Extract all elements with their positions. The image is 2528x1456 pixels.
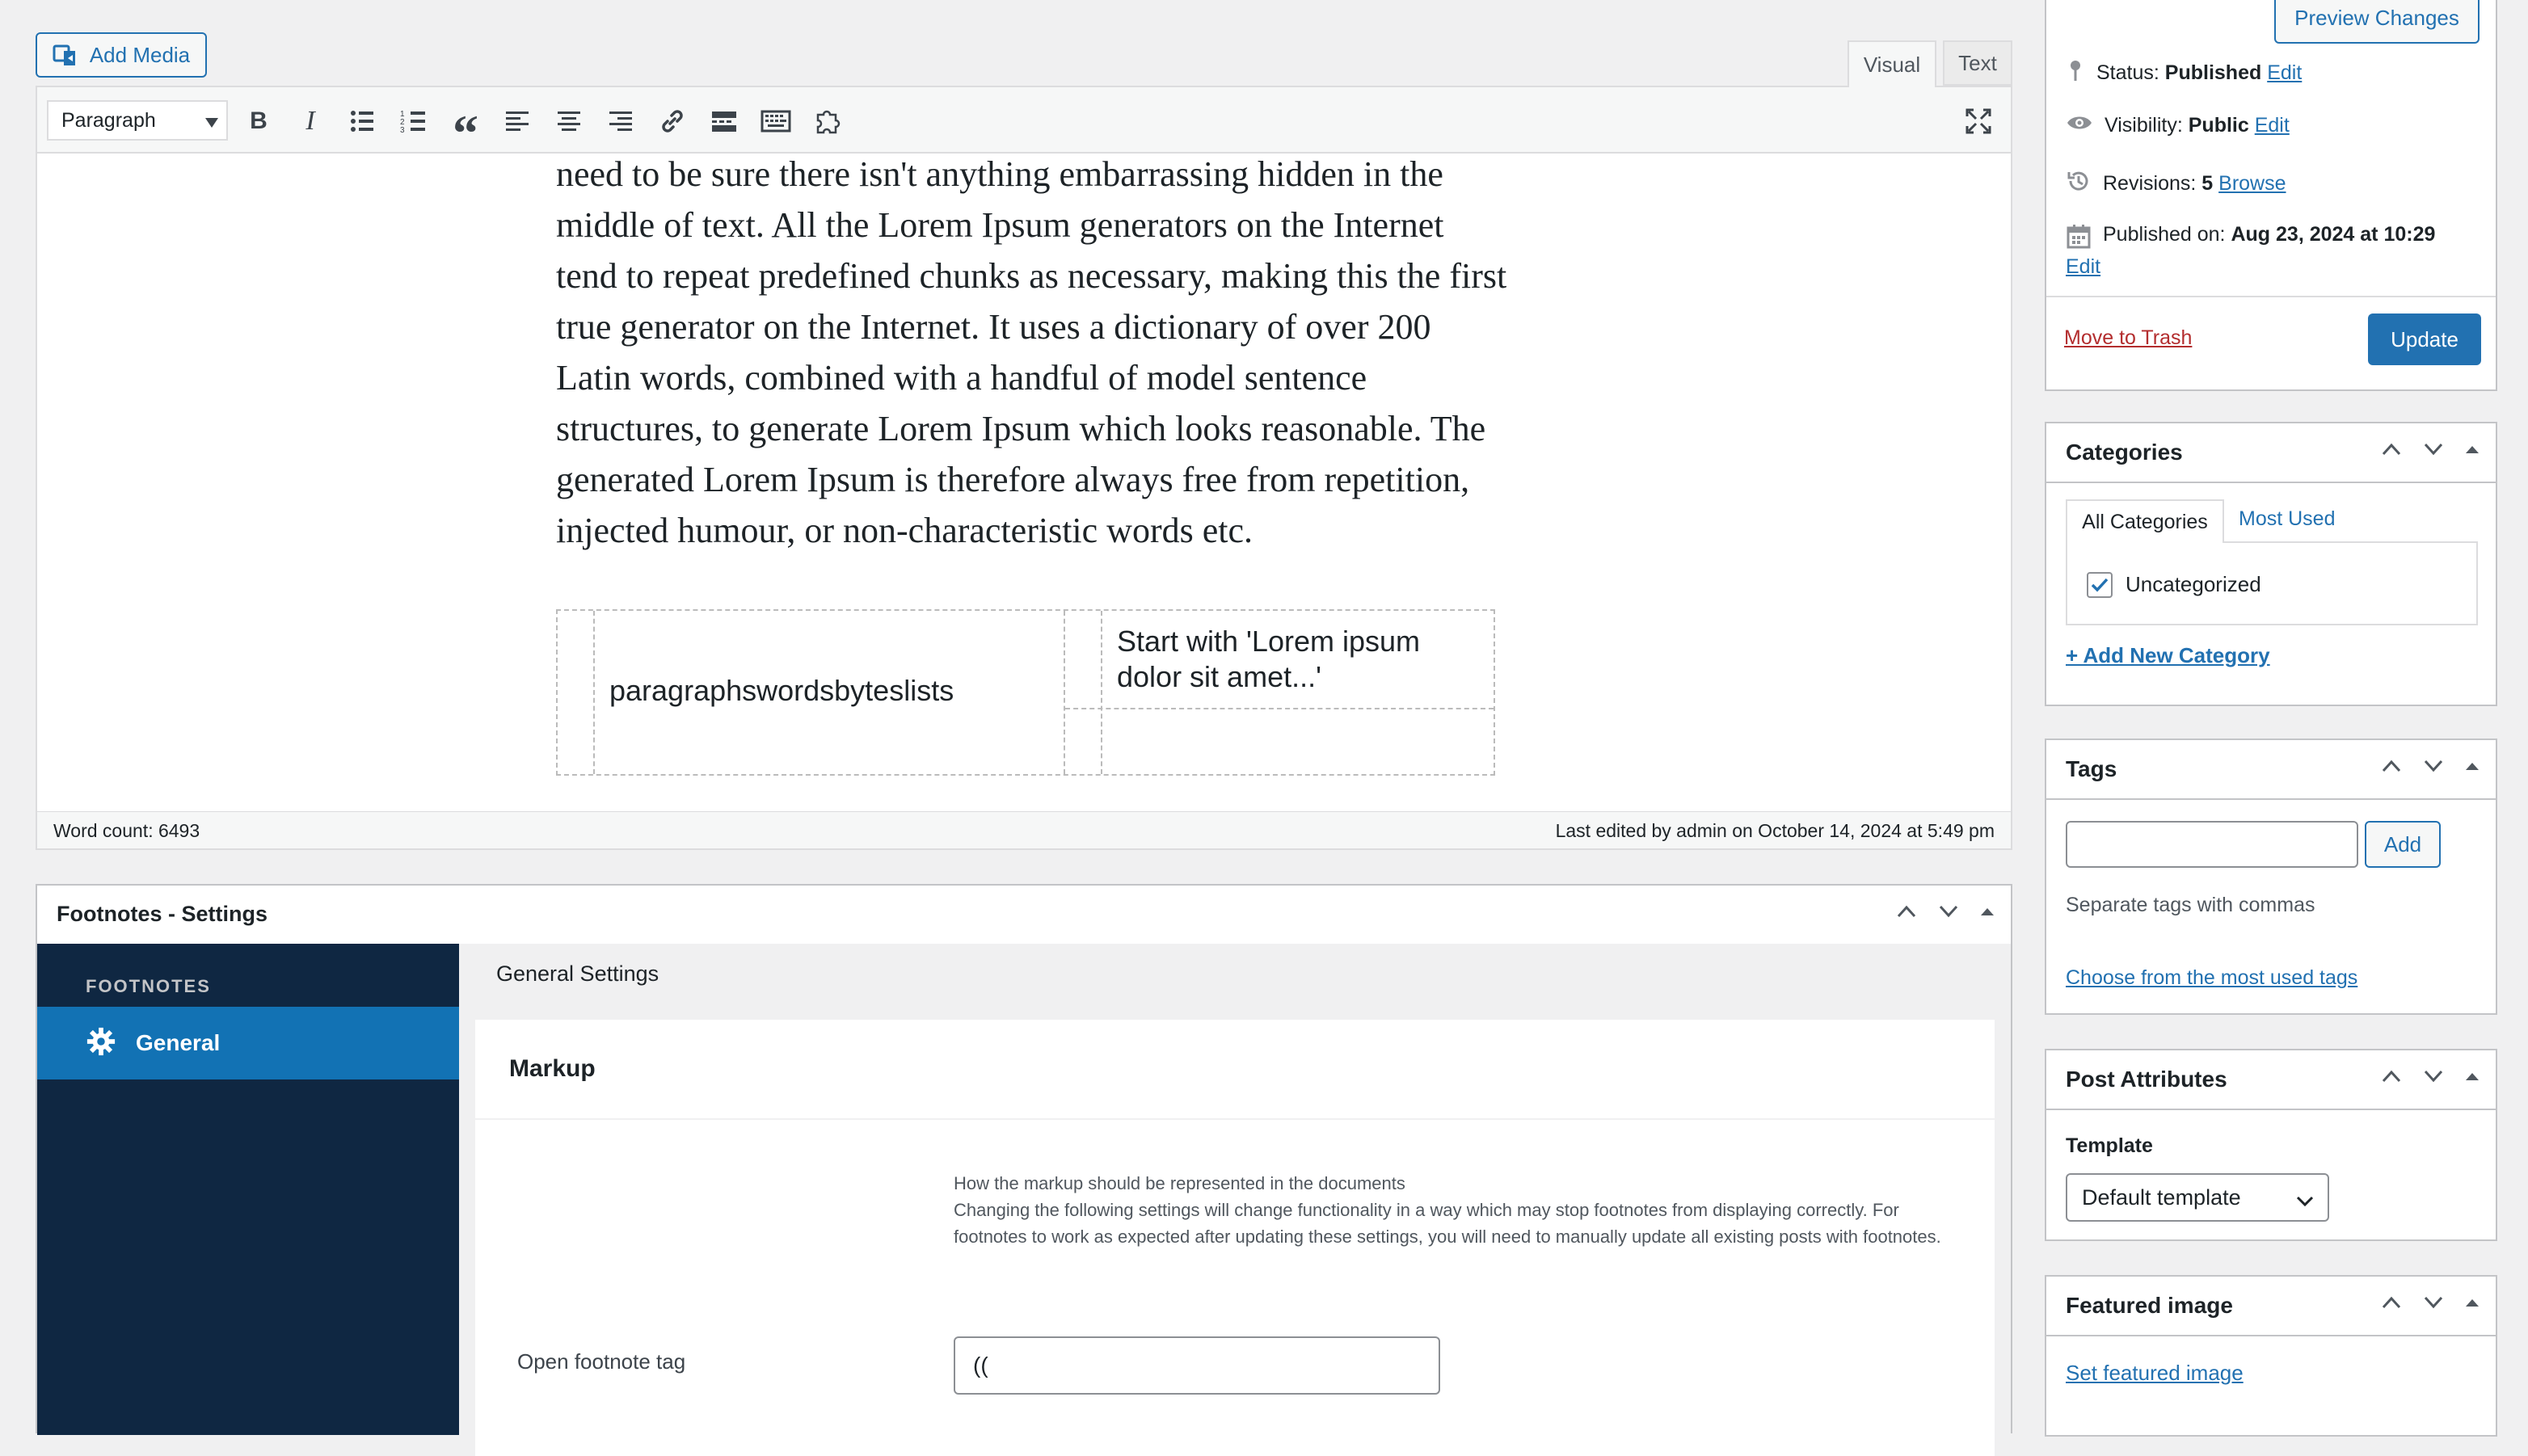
- move-down-icon[interactable]: [1938, 903, 1959, 919]
- choose-tags-link[interactable]: Choose from the most used tags: [2066, 966, 2358, 989]
- table-cell-right[interactable]: Start with 'Lorem ipsum dolor sit amet...': [1117, 625, 1420, 693]
- word-count: Word count: 6493: [53, 820, 200, 841]
- revisions-label: Revisions:: [2103, 172, 2197, 195]
- post-attributes-header: [2046, 1050, 2496, 1110]
- footnote-puzzle-icon[interactable]: [811, 105, 844, 137]
- markup-card-title: Markup: [509, 1055, 596, 1082]
- tab-text[interactable]: [1943, 40, 2012, 86]
- categories-panel-header: [2046, 423, 2496, 483]
- publish-panel: [2045, 0, 2497, 391]
- revisions-value: 5: [2201, 172, 2214, 195]
- footnotes-nav: [37, 944, 459, 1435]
- markup-description: [954, 1170, 1956, 1250]
- categories-panel: [2045, 422, 2497, 706]
- toggle-panel-icon[interactable]: [2465, 1297, 2480, 1308]
- paragraph-line: Latin words, combined with a handful of model sentence: [556, 358, 1367, 398]
- add-media-button[interactable]: [36, 32, 207, 78]
- category-label: Uncategorized: [2126, 572, 2261, 596]
- svg-text:1: 1: [400, 110, 405, 119]
- toggle-panel-icon[interactable]: [2465, 444, 2480, 455]
- align-right-icon[interactable]: [605, 105, 637, 137]
- footnotes-nav-general[interactable]: [37, 1007, 459, 1079]
- footnotes-settings-area: [459, 944, 2011, 1435]
- categories-list: [2066, 541, 2478, 625]
- template-select[interactable]: [2066, 1173, 2329, 1222]
- post-attributes-panel: [2045, 1049, 2497, 1241]
- template-select-value: Default template: [2082, 1185, 2241, 1210]
- open-tag-label: Open footnote tag: [517, 1349, 686, 1374]
- tags-panel-header: [2046, 740, 2496, 800]
- chevron-down-icon: [2295, 1189, 2315, 1214]
- bulleted-list-icon[interactable]: [346, 105, 378, 137]
- tags-hint: Separate tags with commas: [2066, 894, 2315, 916]
- fullscreen-icon[interactable]: [1962, 105, 1995, 137]
- editor-toolbar: [37, 87, 2011, 162]
- tab-visual-label: Visual: [1863, 52, 1921, 77]
- tab-all-categories[interactable]: [2066, 499, 2224, 543]
- markup-desc-line2: Changing the following settings will change functionality in a way which may stop footnotes from displaying correctly. For footnotes to work as expected after updating these settings, you will need to manually update all existing posts with footnotes.: [954, 1200, 1941, 1247]
- tab-text-label: Text: [1958, 50, 1997, 75]
- align-left-icon[interactable]: [501, 105, 533, 137]
- category-checkbox[interactable]: [2087, 572, 2113, 598]
- format-select-value: Paragraph: [61, 108, 156, 132]
- gear-icon: [86, 1026, 116, 1061]
- revisions-browse-link[interactable]: Browse: [2218, 172, 2286, 195]
- add-tag-label: Add: [2383, 831, 2422, 856]
- select-caret-icon: [205, 118, 218, 128]
- template-label: Template: [2066, 1134, 2153, 1157]
- published-on-label: Published on:: [2103, 223, 2226, 246]
- editor-content[interactable]: [556, 149, 1510, 556]
- move-up-icon[interactable]: [2381, 758, 2402, 774]
- featured-image-panel: [2045, 1275, 2497, 1437]
- visibility-value: Public: [2188, 114, 2249, 137]
- classic-editor: [36, 86, 2012, 850]
- paragraph-line: structures, to generate Lorem Ipsum which looks reasonable. The: [556, 409, 1486, 448]
- move-up-icon[interactable]: [2381, 1068, 2402, 1084]
- content-table[interactable]: [556, 609, 1495, 776]
- published-on-value: Aug 23, 2024 at 10:29: [2231, 223, 2436, 246]
- published-on-row: [2066, 223, 2435, 255]
- tab-most-used[interactable]: Most Used: [2239, 507, 2336, 530]
- move-to-trash-link[interactable]: Move to Trash: [2064, 326, 2193, 349]
- status-row: [2066, 58, 2302, 88]
- revisions-row: [2066, 168, 2286, 200]
- paragraph-line: tend to repeat predefined chunks as necessary, making this the first: [556, 256, 1507, 296]
- table-cell-left[interactable]: paragraphswordsbyteslists: [609, 674, 954, 707]
- open-tag-input[interactable]: [954, 1336, 1440, 1395]
- tags-panel: [2045, 739, 2497, 1015]
- svg-text:2: 2: [400, 118, 405, 127]
- preview-changes-button[interactable]: [2274, 0, 2480, 44]
- format-select[interactable]: [47, 100, 228, 141]
- categories-title: Categories: [2066, 440, 2183, 465]
- visibility-row: [2066, 113, 2290, 138]
- update-button[interactable]: [2368, 314, 2481, 365]
- paragraph-line: middle of text. All the Lorem Ipsum generators on the Internet: [556, 205, 1444, 245]
- visibility-edit-link[interactable]: Edit: [2254, 114, 2290, 137]
- tags-title: Tags: [2066, 756, 2117, 781]
- status-edit-link[interactable]: Edit: [2267, 61, 2303, 84]
- toggle-panel-icon[interactable]: [2465, 760, 2480, 772]
- featured-image-header: [2046, 1277, 2496, 1336]
- calendar-icon: [2066, 223, 2092, 255]
- add-media-label: Add Media: [89, 42, 191, 67]
- bold-icon[interactable]: B: [250, 107, 268, 134]
- preview-changes-label: Preview Changes: [2294, 5, 2459, 30]
- add-tag-button[interactable]: [2365, 821, 2441, 868]
- status-value: Published: [2164, 61, 2262, 84]
- post-attributes-title: Post Attributes: [2066, 1067, 2227, 1092]
- read-more-icon[interactable]: [708, 105, 740, 137]
- general-settings-title: General Settings: [496, 962, 659, 986]
- visibility-label: Visibility:: [2105, 114, 2183, 137]
- eye-icon: [2066, 113, 2093, 138]
- published-on-edit-link[interactable]: Edit: [2066, 255, 2101, 278]
- move-down-icon[interactable]: [2423, 758, 2444, 774]
- toggle-panel-icon[interactable]: [1980, 906, 1995, 917]
- move-down-icon[interactable]: [2423, 1068, 2444, 1084]
- footnotes-panel-title: Footnotes - Settings: [57, 902, 268, 926]
- move-up-icon[interactable]: [1896, 903, 1917, 919]
- add-media-icon: [53, 41, 80, 69]
- footnotes-panel-header: [37, 886, 2011, 945]
- move-down-icon[interactable]: [2423, 1294, 2444, 1311]
- paragraph-line: generated Lorem Ipsum is therefore always free from repetition,: [556, 460, 1470, 499]
- move-down-icon[interactable]: [2423, 441, 2444, 457]
- blockquote-icon[interactable]: “: [453, 104, 478, 162]
- tab-visual[interactable]: [1848, 40, 1936, 87]
- align-center-icon[interactable]: [553, 105, 585, 137]
- editor-statusbar: [36, 811, 2012, 850]
- tag-input[interactable]: [2066, 821, 2358, 868]
- set-featured-image-link[interactable]: Set featured image: [2066, 1361, 2244, 1385]
- link-icon[interactable]: [656, 105, 689, 137]
- pin-icon: [2066, 58, 2085, 88]
- move-up-icon[interactable]: [2381, 441, 2402, 457]
- last-edited: Last edited by admin on October 14, 2024 at 5:49 pm: [1555, 820, 1995, 841]
- checkmark-icon: [2088, 574, 2111, 596]
- keyboard-icon[interactable]: [760, 105, 792, 137]
- footnotes-nav-heading: FOOTNOTES: [86, 976, 211, 996]
- add-new-category-link[interactable]: + Add New Category: [2066, 643, 2270, 667]
- tab-all-categories-label: All Categories: [2082, 510, 2208, 533]
- update-label: Update: [2391, 326, 2458, 351]
- footnotes-settings-panel: [36, 884, 2012, 1433]
- numbered-list-icon[interactable]: [398, 105, 430, 137]
- featured-image-title: Featured image: [2066, 1293, 2233, 1318]
- markup-desc-line1: How the markup should be represented in the documents: [954, 1173, 1405, 1193]
- paragraph-line: true generator on the Internet. It uses a dictionary of over 200: [556, 307, 1431, 347]
- italic-icon[interactable]: I: [305, 106, 315, 136]
- history-icon: [2066, 168, 2092, 200]
- svg-text:3: 3: [400, 126, 405, 135]
- paragraph-line: injected humour, or non-characteristic words etc.: [556, 511, 1253, 550]
- status-label: Status:: [2096, 61, 2159, 84]
- footnotes-nav-general-label: General: [136, 1030, 221, 1055]
- toggle-panel-icon[interactable]: [2465, 1071, 2480, 1082]
- paragraph-line: need to be sure there isn't anything embarrassing hidden in the: [556, 154, 1443, 194]
- move-up-icon[interactable]: [2381, 1294, 2402, 1311]
- markup-card: [475, 1020, 1995, 1456]
